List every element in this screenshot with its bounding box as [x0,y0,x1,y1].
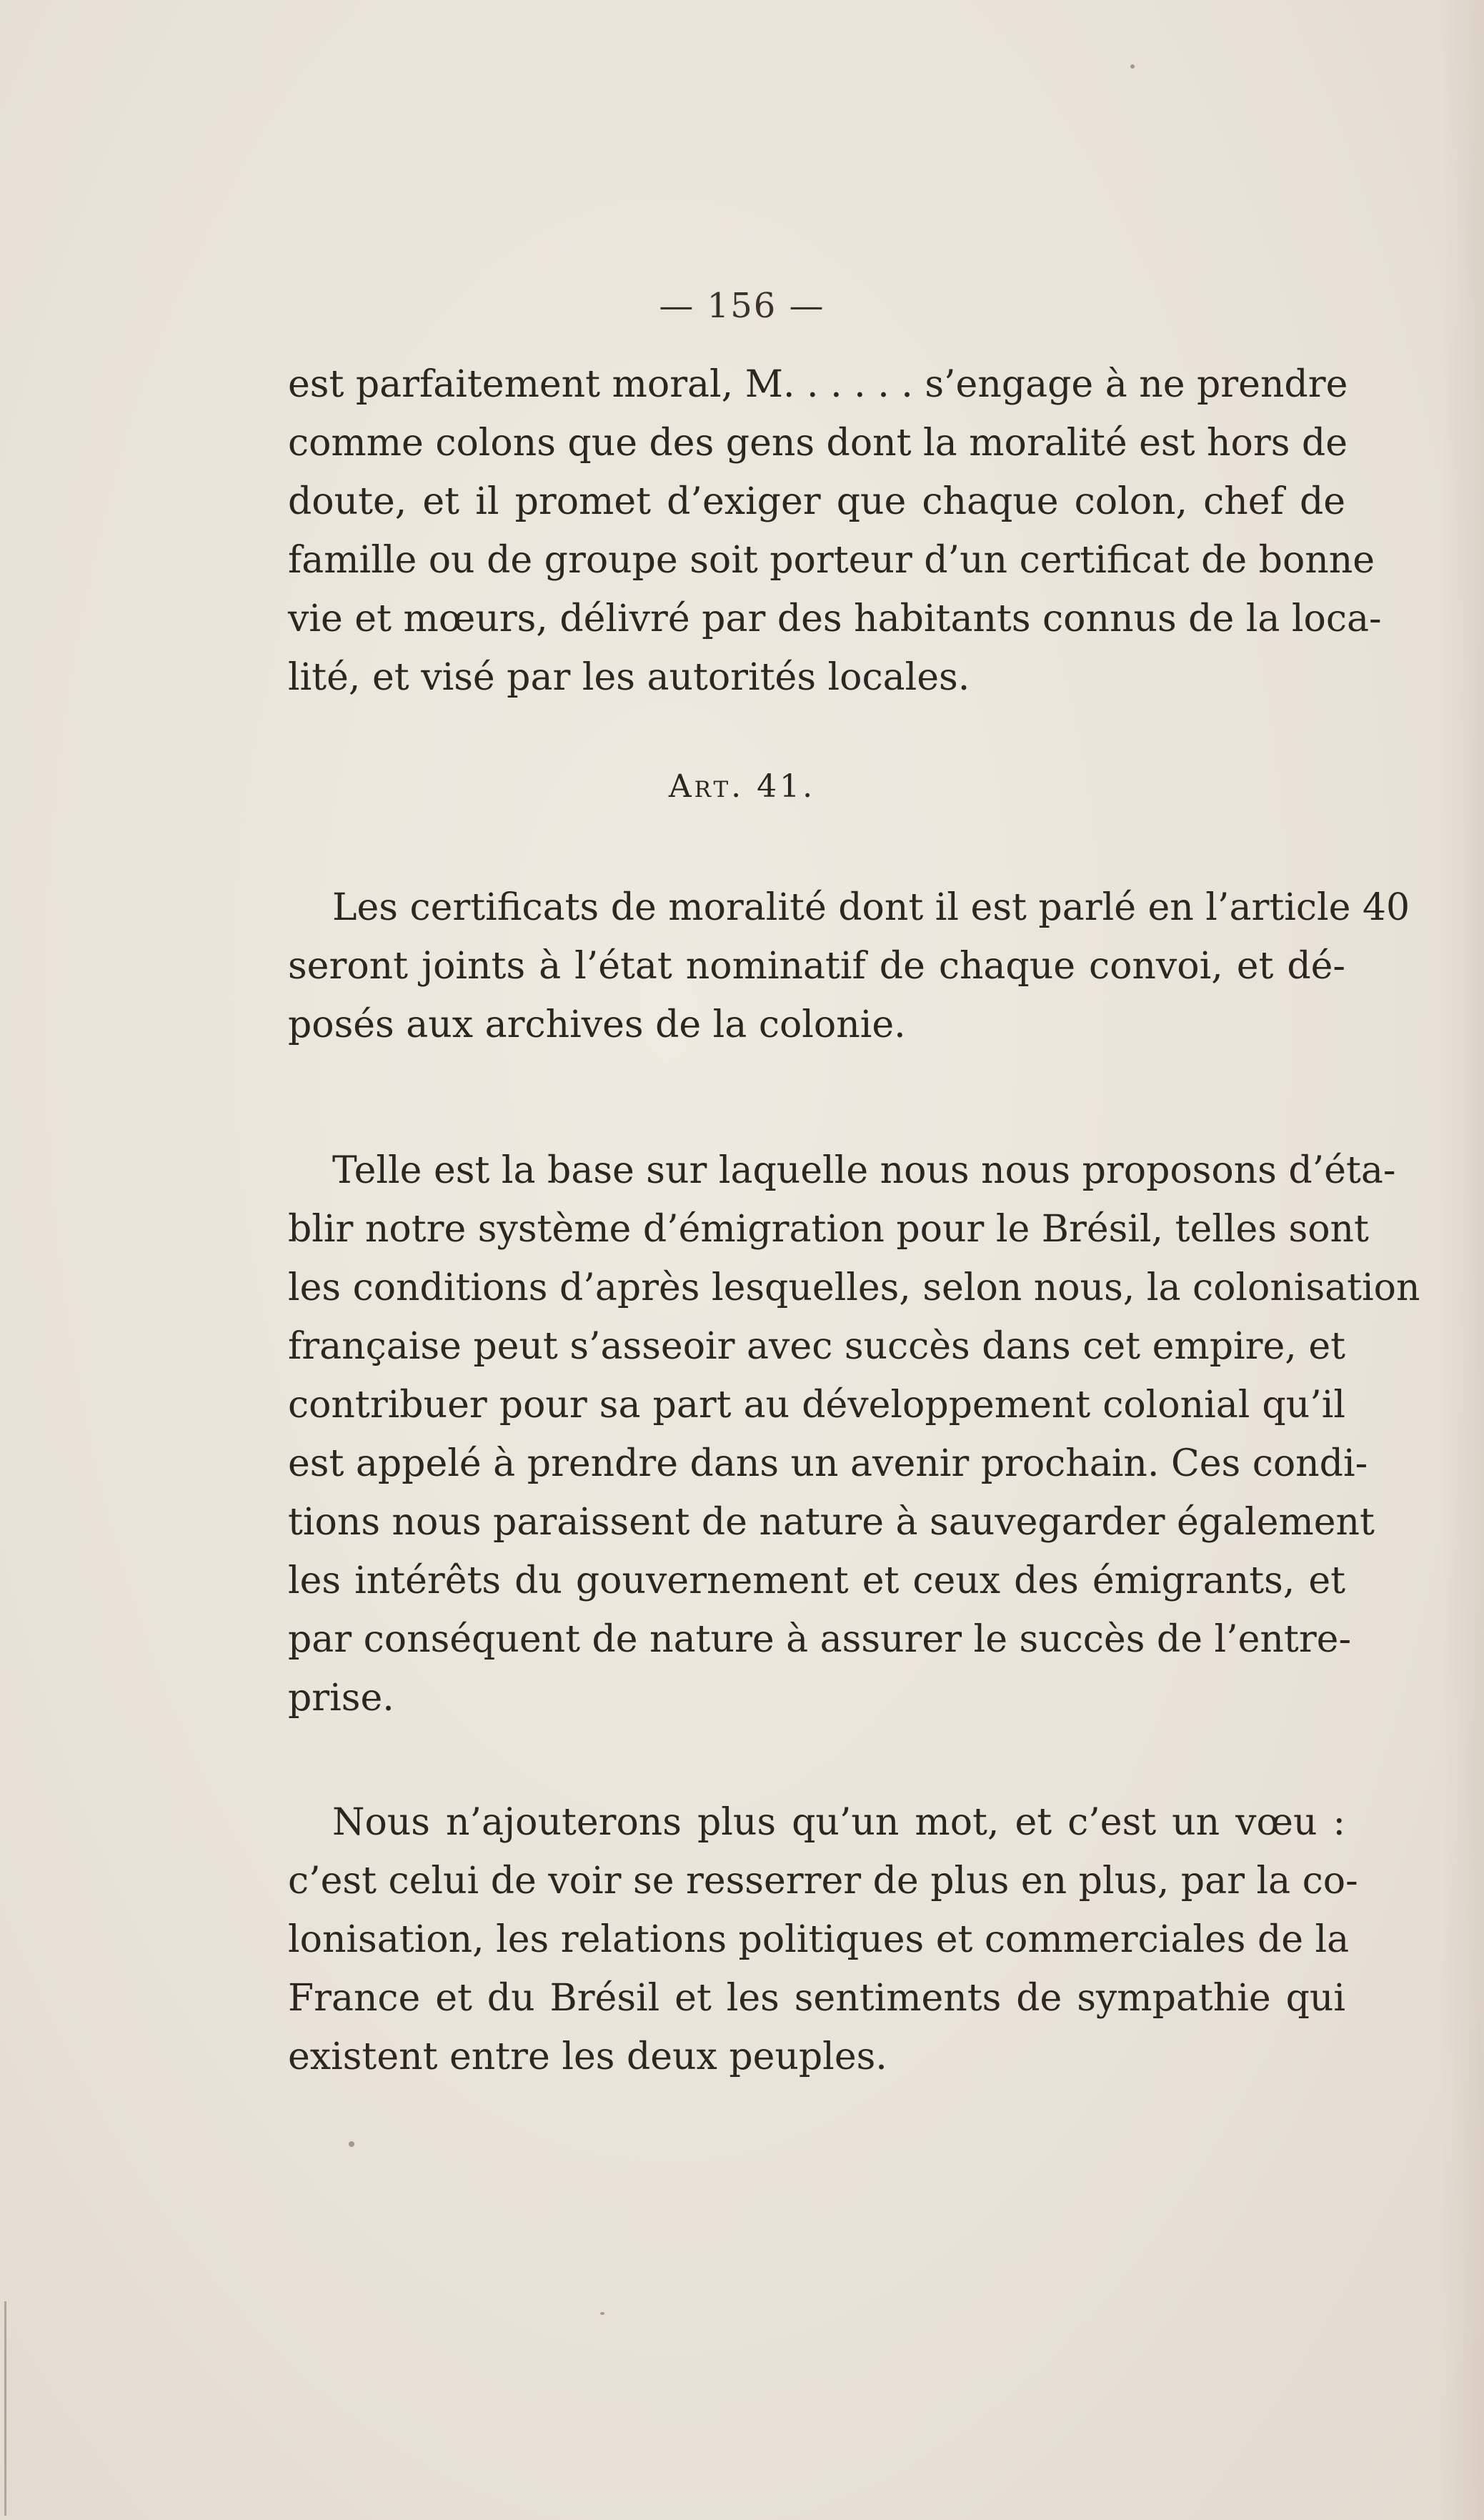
text-line: lonisation, les relations politiques et commerciales de la [288,1918,1350,1961]
paper-speck [1130,64,1135,69]
paragraph-2 [288,878,1410,1054]
text-line: doute, et il promet d’exiger que chaque colon, chef de [288,480,1345,523]
text-line: contribuer pour sa part au développement colonial qu’il [288,1384,1345,1427]
text-line: tions nous paraissent de nature à sauvegarder également [288,1501,1375,1544]
text-line: famille ou de groupe soit porteur d’un certificat de bonne [288,539,1375,582]
text-line: les conditions d’après lesquelles, selon nous, la colonisation [288,1266,1420,1309]
paper-speck [600,2312,604,2315]
paragraph-4 [288,1793,1358,2086]
text-line: France et du Brésil et les sentiments de sympathie qui [288,1977,1345,2020]
text-line: prise. [288,1677,394,1720]
paragraph-3 [288,1141,1420,1727]
article-heading [0,768,1484,805]
text-line: lité, et visé par les autorités locales. [288,656,970,699]
binding-edge-mark [4,2301,6,2516]
text-line: comme colons que des gens dont la moralité est hors de [288,422,1348,465]
text-line: par conséquent de nature à assurer le succès de l’entre- [288,1618,1352,1661]
text-line: Telle est la base sur laquelle nous nous proposons d’éta- [332,1149,1396,1192]
paper-speck [349,2141,354,2147]
text-line: est parfaitement moral, M. . . . . . s’engage à ne prendre [288,363,1348,406]
text-line: française peut s’asseoir avec succès dans cet empire, et [288,1325,1345,1368]
text-line: vie et mœurs, délivré par des habitants connus de la loca- [288,597,1382,640]
text-line: est appelé à prendre dans un avenir prochain. Ces condi- [288,1442,1368,1485]
paragraph-1 [288,355,1382,707]
text-line: Nous n’ajouterons plus qu’un mot, et c’est un vœu : [332,1801,1345,1844]
text-line: blir notre système d’émigration pour le Brésil, telles sont [288,1208,1369,1251]
text-line: c’est celui de voir se resserrer de plus en plus, par la co- [288,1860,1358,1903]
text-line: seront joints à l’état nominatif de chaque convoi, et dé- [288,945,1345,988]
text-line: posés aux archives de la colonie. [288,1003,906,1046]
article-number: 41. [757,768,816,805]
text-line: existent entre les deux peuples. [288,2035,887,2078]
page-edge-shadow [1441,0,1484,2520]
article-label: Art. [668,768,745,805]
text-line: Les certificats de moralité dont il est parlé en l’article 40 [332,886,1410,929]
page-number: — 156 — [659,286,825,326]
text-line: les intérêts du gouvernement et ceux des émigrants, et [288,1559,1345,1602]
